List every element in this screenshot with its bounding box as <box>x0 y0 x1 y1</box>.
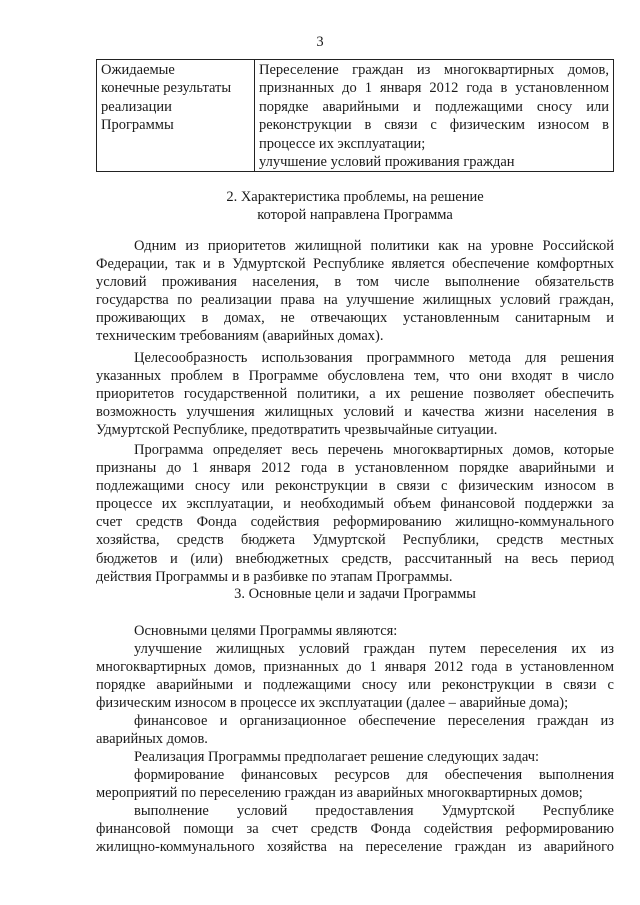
paragraph-line: финансовой помощи за счет средств Фонда содействия реформированию <box>96 821 614 838</box>
section-2-heading-line: 2. Характеристика проблемы, на решение <box>226 189 484 205</box>
paragraph-line: улучшение жилищных условий граждан путем переселения их из <box>134 641 614 657</box>
paragraph-line: указанных проблем в Программе обусловлена тем, что они входят в число <box>96 368 614 385</box>
summary-value-line: улучшение условий проживания граждан <box>259 154 515 171</box>
paragraph-line: аварийных домов. <box>96 731 208 748</box>
paragraph-line: порядке аварийными и подлежащими сносу или реконструкции в связи с <box>96 677 614 694</box>
paragraph-line: счет средств Фонда содействия реформированию жилищно-коммунального <box>96 514 614 531</box>
section-2-paragraph-3 <box>96 441 614 586</box>
paragraph-line: Целесообразность использования программного метода для решения <box>134 350 614 366</box>
paragraph-line: условий проживания населения, в том числе выполнение обязательств <box>96 274 614 291</box>
page-number: 3 <box>316 34 324 50</box>
paragraph-line: Основными целями Программы являются: <box>134 623 398 639</box>
paragraph-line: процессе их эксплуатации, и необходимый объем финансовой поддержки за <box>96 496 614 513</box>
section-2-heading-line: которой направлена Программа <box>257 207 453 223</box>
table-row <box>97 60 614 172</box>
section-3-paragraph-1 <box>96 622 614 640</box>
paragraph-line: физическим износом в процессе их эксплуатации (далее – аварийные дома); <box>96 695 569 712</box>
paragraph-line: подлежащими сносу или реконструкции в связи с физическим износом в <box>96 478 614 495</box>
paragraph-line: бюджетов и (или) внебюджетных средств, рассчитанный на весь период <box>96 550 614 567</box>
paragraph-line: признаны до 1 января 2012 года в установленном порядке аварийными и <box>96 460 614 477</box>
paragraph-line: многоквартирных домов, признанных до 1 января 2012 года в установленном <box>96 659 614 676</box>
section-3-heading: 3. Основные цели и задачи Программы <box>234 586 476 602</box>
section-3-paragraph-2 <box>96 640 614 712</box>
summary-label-line: Ожидаемые <box>101 62 175 78</box>
summary-table <box>96 59 614 172</box>
section-2-paragraph-2 <box>96 349 614 439</box>
section-2-heading <box>96 188 614 224</box>
summary-value-line: признанных до 1 января 2012 года в установленном <box>259 80 609 97</box>
paragraph-line: мероприятий по переселению граждан из аварийных многоквартирных домов; <box>96 785 583 802</box>
section-3-paragraph-5 <box>96 766 614 802</box>
paragraph-line: Реализация Программы предполагает решение следующих задач: <box>134 749 540 765</box>
paragraph-line: Одним из приоритетов жилищной политики как на уровне Российской <box>134 238 614 254</box>
summary-label-line: Программы <box>101 117 174 134</box>
paragraph-line: государства по реализации права на улучшение жилищных условий граждан, <box>96 292 614 309</box>
summary-label-line: реализации <box>101 98 172 115</box>
paragraph-line: жилищно-коммунального хозяйства на переселение граждан из аварийного <box>96 839 614 856</box>
section-3-paragraph-3 <box>96 712 614 748</box>
summary-value-line: порядке аварийными и подлежащими сносу или <box>259 98 609 115</box>
section-2-paragraph-1 <box>96 237 614 346</box>
summary-value-line: процессе их эксплуатации; <box>259 135 426 152</box>
summary-value-line: реконструкции в связи с физическим износом в <box>259 117 609 134</box>
summary-value-cell <box>255 60 614 172</box>
paragraph-line: приоритетов государственной политики, а их решение позволяет обеспечить <box>96 386 614 403</box>
paragraph-line: возможность улучшения жилищных условий и качества жизни населения в <box>96 404 614 421</box>
paragraph-line: проживающих в домах, не отвечающих установленным санитарным и <box>96 310 614 327</box>
paragraph-line: Программа определяет весь перечень многоквартирных домов, которые <box>134 442 614 458</box>
paragraph-line: действия Программы и в разбивке по этапам Программы. <box>96 568 453 585</box>
paragraph-line: техническим требованиям (аварийных домах). <box>96 328 384 345</box>
summary-label-line: конечные результаты <box>101 80 232 97</box>
paragraph-line: Удмуртской Республике, предотвратить чрезвычайные ситуации. <box>96 422 498 439</box>
summary-value-line: Переселение граждан из многоквартирных домов, <box>259 62 609 78</box>
paragraph-line: выполнение условий предоставления Удмуртской Республике <box>134 803 614 819</box>
paragraph-line: Федерации, так и в Удмуртской Республике является обеспечение комфортных <box>96 256 614 273</box>
paragraph-line: финансовое и организационное обеспечение переселения граждан из <box>134 713 614 729</box>
summary-label-cell <box>97 60 255 172</box>
paragraph-line: хозяйства, средств бюджета Удмуртской Республики, средств местных <box>96 532 614 549</box>
paragraph-line: формирование финансовых ресурсов для обеспечения выполнения <box>134 767 614 783</box>
section-3-paragraph-4 <box>96 748 614 766</box>
section-3-paragraph-6 <box>96 802 614 856</box>
